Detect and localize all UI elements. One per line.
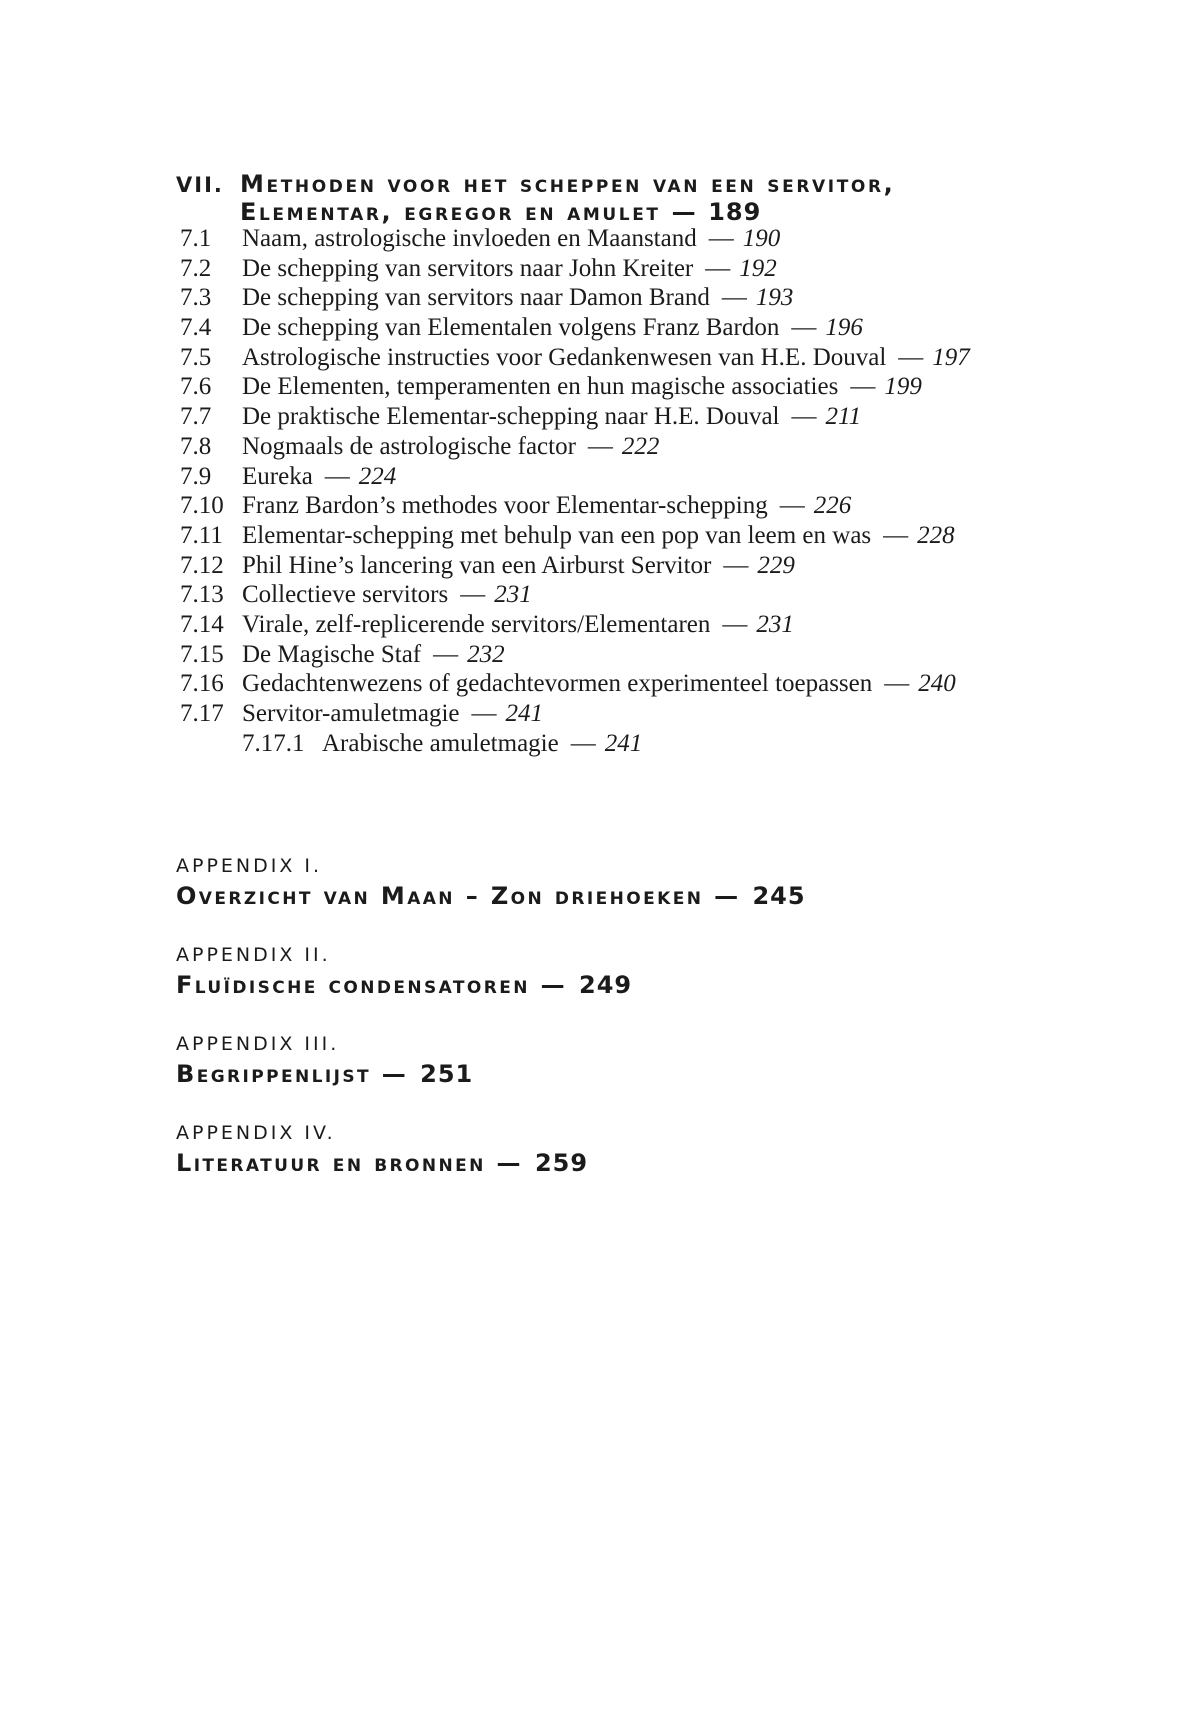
- toc-entry-title: Arabische amuletmagie: [322, 729, 559, 757]
- toc-entry-page: 228: [917, 521, 955, 549]
- toc-entry-dash: —: [779, 492, 805, 520]
- toc-entry-dash: —: [723, 551, 749, 579]
- toc-entry-dash: —: [884, 670, 910, 698]
- toc-entry-dash: —: [898, 343, 924, 371]
- chapter-page-number: 189: [708, 198, 762, 226]
- toc-entry-title: Servitor-amuletmagie: [242, 700, 460, 727]
- toc-entry-page: 196: [825, 314, 863, 342]
- toc-entry-dash: —: [708, 225, 734, 252]
- toc-entry-page: 231: [756, 610, 794, 638]
- chapter-number: VII.: [176, 173, 224, 197]
- toc-entry-page: 226: [813, 492, 852, 520]
- appendix-page-number: 245: [752, 882, 806, 910]
- toc-entry-number: 7.6: [180, 373, 212, 401]
- toc-entry-title: Phil Hine’s lancering van een Airburst Servitor: [242, 551, 712, 579]
- appendix-1: [176, 852, 1076, 912]
- toc-entry-dash: —: [433, 640, 459, 668]
- toc-entry-title: De schepping van servitors naar Damon Brand: [242, 284, 710, 312]
- appendix-title-row: [176, 880, 1076, 912]
- appendix-title: Literatuur en bronnen —: [176, 1149, 523, 1177]
- toc-entry-dash: —: [705, 254, 731, 282]
- toc-entry: [180, 611, 1060, 641]
- toc-entry-number: 7.3: [180, 284, 212, 312]
- toc-entry-number: 7.4: [180, 314, 212, 342]
- toc-entry: [180, 433, 1060, 463]
- toc-entry-page: 197: [932, 343, 970, 371]
- toc-entry-number: 7.12: [180, 551, 224, 579]
- toc-entry-page: 190: [742, 225, 781, 252]
- appendix-4: [176, 1119, 1076, 1179]
- toc-entry: [180, 284, 1060, 314]
- toc-entry-number: 7.1: [180, 225, 212, 252]
- toc-entry-page: 222: [621, 432, 660, 460]
- toc-entry-number: 7.9: [180, 462, 212, 490]
- appendix-label: APPENDIX III.: [176, 1033, 340, 1055]
- toc-entry-dash: —: [587, 432, 613, 460]
- toc-entry: [180, 670, 1060, 700]
- toc-entry: [180, 255, 1060, 285]
- toc-entry-title: Virale, zelf-replicerende servitors/Elementaren: [242, 610, 711, 638]
- toc-entry-number: 7.10: [180, 492, 224, 520]
- toc-entry-number: 7.15: [180, 640, 224, 668]
- toc-entry-title: De schepping van servitors naar John Kreiter: [242, 254, 694, 282]
- appendix-title: Begrippenlijst —: [176, 1060, 409, 1088]
- appendix-label: APPENDIX II.: [176, 944, 331, 966]
- toc-entry-dash: —: [460, 581, 486, 609]
- appendix-title-row: [176, 1058, 1076, 1090]
- toc-entry-title: De praktische Elementar-schepping naar H.E. Douval: [242, 403, 780, 431]
- toc-entry-dash: —: [791, 314, 817, 342]
- toc-entry-dash: —: [791, 403, 817, 431]
- toc-entry-page: 192: [739, 254, 777, 282]
- toc-entry: [180, 225, 1060, 255]
- chapter-heading-line-2: [176, 198, 1036, 226]
- toc-entry-title: Elementar-schepping met behulp van een pop van leem en was: [242, 521, 872, 549]
- appendix-title-row: [176, 1147, 1076, 1179]
- toc-entry-title: Franz Bardon’s methodes voor Elementar-schepping: [242, 492, 768, 520]
- toc-entry-dash: —: [722, 610, 748, 638]
- appendix-title-row: [176, 969, 1076, 1001]
- chapter-title-line-1: Methoden voor het scheppen van een servitor,: [240, 170, 896, 198]
- toc-entry-title: Collectieve servitors: [242, 581, 449, 609]
- toc-entry: [180, 581, 1060, 611]
- toc-entry: [180, 492, 1060, 522]
- toc-entry-dash: —: [570, 729, 596, 757]
- appendix-2: [176, 941, 1076, 1001]
- toc-entry-number: 7.17: [180, 700, 224, 727]
- toc-entry-page: 232: [467, 640, 505, 668]
- toc-entry-title: Eureka: [242, 462, 313, 490]
- toc-entry-title: Nogmaals de astrologische factor: [242, 432, 576, 460]
- toc-entry-dash: —: [471, 700, 497, 727]
- appendix-title: Overzicht van Maan – Zon driehoeken —: [176, 882, 741, 910]
- toc-entry-title: Gedachtenwezens of gedachtevormen experimenteel toepassen: [242, 670, 873, 698]
- toc-entry: [180, 641, 1060, 671]
- chapter-heading: [176, 170, 1036, 226]
- appendix-3: [176, 1030, 1076, 1090]
- toc-entry: [180, 344, 1060, 374]
- appendix-page-number: 249: [579, 971, 633, 999]
- toc-entry-dash: —: [721, 284, 747, 312]
- toc-entry-number: 7.11: [180, 521, 223, 549]
- toc-entry-title: Naam, astrologische invloeden en Maanstand: [242, 225, 697, 252]
- chapter-title-line-2: Elementar, egregor en amulet —: [240, 198, 699, 226]
- appendix-page-number: 251: [420, 1060, 474, 1088]
- toc-list: [180, 225, 1060, 759]
- toc-entry-page: 199: [884, 373, 922, 401]
- toc-entry-number: 7.17.1: [242, 729, 305, 757]
- toc-entry-page: 224: [358, 462, 397, 490]
- toc-entry-title: De Magische Staf: [242, 640, 422, 668]
- toc-entry-title: Astrologische instructies voor Gedankenwesen van H.E. Douval: [242, 343, 887, 371]
- toc-subentry: [180, 730, 1060, 760]
- toc-entry-dash: —: [850, 373, 876, 401]
- toc-entry-page: 193: [755, 284, 794, 312]
- toc-entry-number: 7.7: [180, 403, 212, 431]
- toc-entry-number: 7.13: [180, 581, 224, 609]
- appendix-title: Fluïdische condensatoren —: [176, 971, 568, 999]
- toc-entry-number: 7.2: [180, 254, 212, 282]
- toc-entry-page: 241: [604, 729, 643, 757]
- toc-entry-page: 211: [825, 403, 862, 431]
- toc-entry: [180, 700, 1060, 730]
- toc-entry-title: De Elementen, temperamenten en hun magische associaties: [242, 373, 839, 401]
- toc-entry-page: 231: [494, 581, 532, 609]
- toc-entry: [180, 403, 1060, 433]
- toc-entry-number: 7.14: [180, 610, 224, 638]
- toc-entry-page: 241: [505, 700, 543, 727]
- toc-entry: [180, 314, 1060, 344]
- toc-entry-page: 229: [757, 551, 795, 579]
- appendix-label: APPENDIX IV.: [176, 1122, 336, 1144]
- toc-entry: [180, 552, 1060, 582]
- chapter-heading-line-1: [176, 170, 1036, 198]
- appendix-page-number: 259: [534, 1149, 589, 1177]
- toc-entry-dash: —: [883, 521, 909, 549]
- toc-entry: [180, 522, 1060, 552]
- toc-entry-number: 7.8: [180, 432, 212, 460]
- toc-entry-dash: —: [324, 462, 350, 490]
- toc-entry: [180, 463, 1060, 493]
- toc-entry-title: De schepping van Elementalen volgens Franz Bardon: [242, 314, 780, 342]
- toc-entry-number: 7.5: [180, 343, 212, 371]
- toc-entry: [180, 373, 1060, 403]
- appendix-label: APPENDIX I.: [176, 855, 323, 877]
- toc-entry-number: 7.16: [180, 670, 224, 698]
- toc-entry-page: 240: [918, 670, 956, 698]
